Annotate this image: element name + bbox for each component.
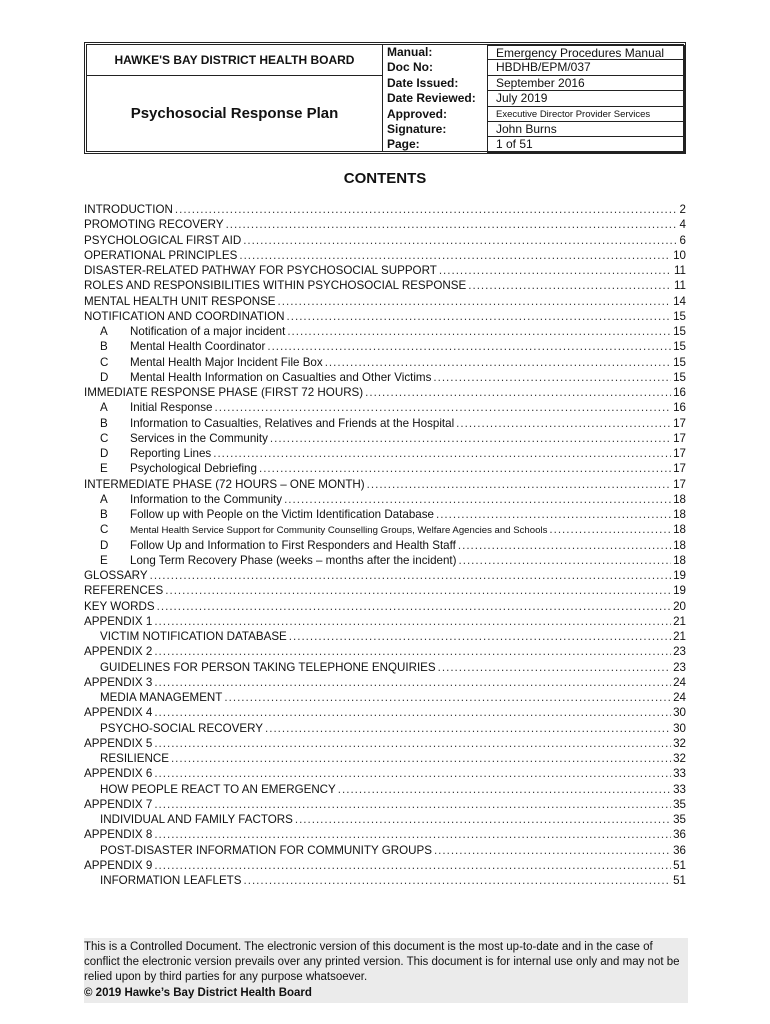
toc-entry-page: 15: [673, 370, 686, 384]
toc-entry-letter: B: [100, 340, 108, 354]
toc-entry[interactable]: [84, 827, 686, 842]
toc-entry-page: 51: [673, 858, 686, 872]
toc-leader-dots: [154, 858, 671, 873]
toc-entry[interactable]: [84, 233, 686, 248]
toc-entry-title: Reporting Lines: [130, 447, 212, 460]
toc-entry-page: 32: [673, 736, 686, 750]
toc-leader-dots: [239, 248, 671, 263]
toc-entry[interactable]: [84, 431, 686, 446]
notice-text: This is a Controlled Document. The electronic version of this document is the most up-to-date and in the case of conflict the electronic version prevails over any printed version. This document is for internal use only and may not be relied upon by third parties for any purpose whatsoever.: [84, 941, 680, 984]
toc-leader-dots: [295, 812, 671, 827]
toc-entry-title: Services in the Community: [130, 431, 268, 445]
toc-entry[interactable]: [84, 538, 686, 553]
contents-heading: CONTENTS: [343, 170, 427, 187]
toc-entry[interactable]: [84, 705, 686, 720]
toc-entry-letter: A: [100, 401, 108, 415]
toc-entry[interactable]: [84, 690, 686, 705]
toc-leader-dots: [244, 873, 672, 888]
toc-leader-dots: [287, 309, 672, 324]
toc-entry[interactable]: [84, 660, 686, 675]
toc-entry-title: APPENDIX 6: [84, 767, 153, 781]
toc-entry-title: IMMEDIATE RESPONSE PHASE (FIRST 72 HOURS): [84, 386, 364, 399]
toc-entry-letter: D: [100, 370, 109, 384]
toc-leader-dots: [433, 370, 671, 385]
toc-entry-letter: B: [100, 416, 108, 430]
toc-entry[interactable]: [84, 461, 686, 476]
doc-no-value: HBDHB/EPM/037: [487, 60, 685, 75]
toc-entry-title: INDIVIDUAL AND FAMILY FACTORS: [100, 813, 293, 826]
toc-entry-title: OPERATIONAL PRINCIPLES: [84, 248, 238, 262]
toc-entry-title: APPENDIX 1: [84, 614, 153, 628]
toc-entry-title: REFERENCES: [84, 584, 164, 598]
toc-entry[interactable]: [84, 477, 686, 492]
toc-entry[interactable]: [84, 355, 686, 370]
toc-entry-title: Mental Health Service Support for Community Counselling Groups, Welfare Agencies and Schools: [130, 525, 548, 537]
toc-entry-title: HOW PEOPLE REACT TO AN EMERGENCY: [100, 782, 336, 796]
toc-entry-page: 16: [673, 401, 686, 415]
table-of-contents: [84, 202, 686, 888]
toc-entry[interactable]: [84, 766, 686, 781]
toc-entry-page: 4: [679, 218, 686, 232]
toc-entry-title: PSYCHO-SOCIAL RECOVERY: [100, 721, 263, 735]
toc-leader-dots: [338, 782, 671, 797]
toc-entry-page: 15: [673, 325, 686, 338]
toc-leader-dots: [289, 629, 671, 644]
toc-entry[interactable]: [84, 248, 686, 263]
page-value: 1 of 51: [487, 137, 685, 152]
toc-leader-dots: [154, 827, 671, 842]
toc-leader-dots: [154, 644, 671, 659]
toc-entry-title: VICTIM NOTIFICATION DATABASE: [100, 630, 287, 643]
doc-no-label: Doc No:: [387, 60, 433, 75]
toc-entry[interactable]: [84, 629, 686, 644]
toc-leader-dots: [267, 339, 671, 354]
toc-entry-page: 18: [673, 523, 686, 537]
toc-entry-page: 16: [673, 386, 686, 399]
toc-entry-title: Psychological Debriefing: [130, 462, 257, 476]
toc-leader-dots: [154, 736, 671, 751]
toc-entry-title: POST-DISASTER INFORMATION FOR COMMUNITY GROUPS: [100, 843, 432, 857]
toc-entry[interactable]: [84, 583, 686, 598]
toc-entry-letter: E: [100, 462, 108, 476]
toc-entry-title: INFORMATION LEAFLETS: [100, 874, 242, 887]
toc-entry-page: 20: [673, 599, 686, 613]
toc-leader-dots: [150, 568, 672, 583]
toc-leader-dots: [367, 477, 671, 492]
toc-leader-dots: [213, 446, 671, 461]
toc-entry-page: 6: [679, 233, 686, 247]
toc-entry[interactable]: [84, 614, 686, 629]
toc-entry-page: 17: [673, 416, 686, 430]
toc-entry-page: 36: [673, 843, 686, 857]
toc-entry-title: INTRODUCTION: [84, 203, 173, 216]
toc-entry[interactable]: [84, 782, 686, 797]
toc-leader-dots: [439, 263, 672, 278]
toc-entry-letter: D: [100, 538, 109, 552]
toc-entry-page: 18: [673, 508, 686, 521]
toc-entry[interactable]: [84, 644, 686, 659]
toc-leader-dots: [171, 751, 671, 766]
toc-entry-letter: C: [100, 523, 109, 537]
toc-entry-page: 30: [673, 706, 686, 720]
toc-leader-dots: [154, 797, 671, 812]
date-reviewed-label: Date Reviewed:: [387, 91, 476, 106]
toc-entry-title: Follow Up and Information to First Responders and Health Staff: [130, 538, 456, 552]
toc-entry-title: PSYCHOLOGICAL FIRST AID: [84, 233, 242, 247]
toc-entry-title: Information to Casualties, Relatives and Friends at the Hospital: [130, 416, 455, 430]
toc-entry[interactable]: [84, 294, 686, 309]
toc-entry[interactable]: [84, 446, 686, 461]
toc-entry[interactable]: [84, 797, 686, 812]
approved-label: Approved:: [387, 106, 447, 121]
date-reviewed-value: July 2019: [487, 91, 685, 106]
toc-entry[interactable]: [84, 370, 686, 385]
toc-entry-page: 17: [673, 447, 686, 460]
toc-entry[interactable]: [84, 492, 686, 507]
toc-leader-dots: [224, 690, 671, 705]
toc-entry-letter: D: [100, 447, 109, 460]
toc-entry-title: APPENDIX 4: [84, 706, 153, 720]
toc-entry-letter: E: [100, 553, 108, 567]
controlled-document-notice: [84, 938, 688, 1003]
toc-entry-page: 15: [673, 340, 686, 354]
toc-entry-title: Notification of a major incident: [130, 325, 286, 338]
toc-leader-dots: [157, 599, 671, 614]
toc-entry-page: 10: [673, 248, 686, 262]
toc-entry-title: MENTAL HEALTH UNIT RESPONSE: [84, 294, 276, 308]
toc-entry[interactable]: [84, 324, 686, 339]
toc-leader-dots: [325, 355, 671, 370]
toc-entry[interactable]: [84, 843, 686, 858]
toc-leader-dots: [215, 400, 672, 415]
toc-entry-page: 18: [673, 492, 686, 506]
toc-leader-dots: [459, 553, 672, 568]
toc-entry-page: 51: [673, 874, 686, 887]
toc-leader-dots: [243, 233, 677, 248]
toc-entry-title: Long Term Recovery Phase (weeks – months after the incident): [130, 553, 457, 567]
date-issued-label: Date Issued:: [387, 75, 459, 90]
toc-leader-dots: [175, 202, 678, 217]
toc-entry-title: APPENDIX 3: [84, 675, 153, 689]
organization-name: HAWKE'S BAY DISTRICT HEALTH BOARD: [87, 45, 383, 76]
signature-value: John Burns: [487, 122, 685, 137]
toc-entry[interactable]: [84, 858, 686, 873]
document-title: Psychosocial Response Plan: [87, 75, 383, 151]
toc-entry[interactable]: [84, 599, 686, 614]
toc-entry[interactable]: [84, 812, 686, 827]
toc-entry[interactable]: [84, 736, 686, 751]
toc-leader-dots: [434, 843, 671, 858]
manual-value: Emergency Procedures Manual: [487, 45, 685, 60]
toc-entry-page: 17: [673, 462, 686, 476]
toc-entry-page: 21: [673, 630, 686, 643]
toc-entry-title: GLOSSARY: [84, 569, 148, 582]
toc-entry[interactable]: [84, 339, 686, 354]
toc-entry-title: Mental Health Information on Casualties and Other Victims: [130, 370, 432, 384]
toc-entry-page: 36: [673, 828, 686, 842]
toc-leader-dots: [154, 614, 671, 629]
toc-entry-page: 32: [673, 752, 686, 765]
toc-entry-page: 23: [673, 645, 686, 659]
manual-label: Manual:: [387, 45, 433, 59]
toc-entry-title: APPENDIX 2: [84, 645, 153, 659]
toc-leader-dots: [365, 385, 671, 400]
toc-entry[interactable]: [84, 217, 686, 232]
toc-leader-dots: [154, 766, 671, 781]
toc-entry[interactable]: [84, 202, 686, 217]
toc-entry-page: 33: [673, 782, 686, 796]
toc-entry-page: 11: [673, 264, 686, 277]
toc-entry[interactable]: [84, 309, 686, 324]
toc-entry-title: KEY WORDS: [84, 599, 155, 613]
toc-entry-page: 19: [673, 569, 686, 582]
toc-entry-title: Mental Health Major Incident File Box: [130, 355, 323, 369]
toc-leader-dots: [165, 583, 671, 598]
toc-entry[interactable]: [84, 675, 686, 690]
toc-leader-dots: [259, 461, 671, 476]
toc-leader-dots: [287, 324, 671, 339]
toc-leader-dots: [226, 217, 678, 232]
toc-entry-page: 35: [673, 797, 686, 811]
toc-entry-page: 30: [673, 721, 686, 735]
toc-entry-title: Mental Health Coordinator: [130, 340, 266, 354]
toc-entry-title: Follow up with People on the Victim Identification Database: [130, 508, 434, 521]
toc-entry[interactable]: [84, 385, 686, 400]
toc-entry[interactable]: [84, 400, 686, 415]
header-field-values: [487, 45, 685, 153]
toc-entry-letter: A: [100, 492, 108, 506]
toc-entry-page: 23: [673, 660, 686, 674]
toc-entry-page: 2: [679, 203, 686, 216]
toc-entry-letter: C: [100, 431, 109, 445]
toc-entry-page: 17: [673, 477, 686, 491]
signature-label: Signature:: [387, 121, 447, 136]
toc-entry[interactable]: [84, 507, 686, 522]
toc-entry-title: PROMOTING RECOVERY: [84, 218, 224, 232]
toc-entry-page: 18: [673, 553, 686, 567]
toc-leader-dots: [270, 431, 671, 446]
document-header: [84, 42, 686, 154]
toc-entry-title: Initial Response: [130, 401, 213, 415]
toc-entry-letter: B: [100, 508, 108, 521]
toc-entry-page: 24: [673, 691, 686, 704]
toc-entry-title: APPENDIX 5: [84, 736, 153, 750]
toc-entry-page: 33: [673, 767, 686, 781]
copyright-text: © 2019 Hawke’s Bay District Health Board: [84, 986, 312, 999]
toc-leader-dots: [154, 675, 671, 690]
toc-entry-page: 17: [673, 431, 686, 445]
toc-entry[interactable]: [84, 263, 686, 278]
toc-entry-page: 15: [673, 309, 686, 323]
toc-entry[interactable]: [84, 873, 686, 888]
toc-entry-page: 14: [673, 294, 686, 308]
approved-value: Executive Director Provider Services: [487, 107, 685, 122]
toc-entry-title: RESILIENCE: [100, 752, 169, 765]
toc-leader-dots: [468, 278, 672, 293]
toc-entry-page: 11: [673, 279, 686, 293]
toc-entry-title: APPENDIX 8: [84, 828, 153, 842]
toc-leader-dots: [278, 294, 672, 309]
toc-entry[interactable]: [84, 278, 686, 293]
toc-leader-dots: [456, 416, 671, 431]
header-field-labels: [383, 45, 483, 153]
toc-entry[interactable]: [84, 553, 686, 568]
toc-leader-dots: [154, 705, 671, 720]
toc-entry-title: Information to the Community: [130, 492, 283, 506]
page-label: Page:: [387, 137, 420, 152]
toc-leader-dots: [549, 522, 671, 537]
toc-entry-letter: C: [100, 355, 109, 369]
toc-entry-title: DISASTER-RELATED PATHWAY FOR PSYCHOSOCIAL SUPPORT: [84, 264, 437, 277]
toc-entry[interactable]: [84, 721, 686, 736]
toc-entry-title: APPENDIX 7: [84, 797, 153, 811]
toc-entry-page: 18: [673, 538, 686, 552]
toc-entry-title: GUIDELINES FOR PERSON TAKING TELEPHONE ENQUIRIES: [100, 660, 436, 674]
toc-entry-page: 21: [673, 614, 686, 628]
toc-entry[interactable]: [84, 522, 686, 537]
toc-entry-letter: A: [100, 325, 108, 338]
toc-entry-title: MEDIA MANAGEMENT: [100, 691, 223, 704]
toc-entry[interactable]: [84, 751, 686, 766]
toc-entry[interactable]: [84, 416, 686, 431]
toc-entry-page: 15: [673, 355, 686, 369]
toc-entry[interactable]: [84, 568, 686, 583]
toc-entry-title: APPENDIX 9: [84, 858, 153, 872]
toc-leader-dots: [436, 507, 671, 522]
toc-entry-title: NOTIFICATION AND COORDINATION: [84, 309, 285, 323]
toc-entry-title: ROLES AND RESPONSIBILITIES WITHIN PSYCHOSOCIAL RESPONSE: [84, 279, 467, 293]
toc-leader-dots: [265, 721, 671, 736]
toc-leader-dots: [438, 660, 671, 675]
toc-entry-title: INTERMEDIATE PHASE (72 HOURS – ONE MONTH): [84, 477, 365, 491]
toc-entry-page: 24: [673, 675, 686, 689]
toc-entry-page: 35: [673, 813, 686, 826]
toc-leader-dots: [284, 492, 671, 507]
toc-leader-dots: [458, 538, 671, 553]
date-issued-value: September 2016: [487, 76, 685, 91]
toc-entry-page: 19: [673, 584, 686, 598]
